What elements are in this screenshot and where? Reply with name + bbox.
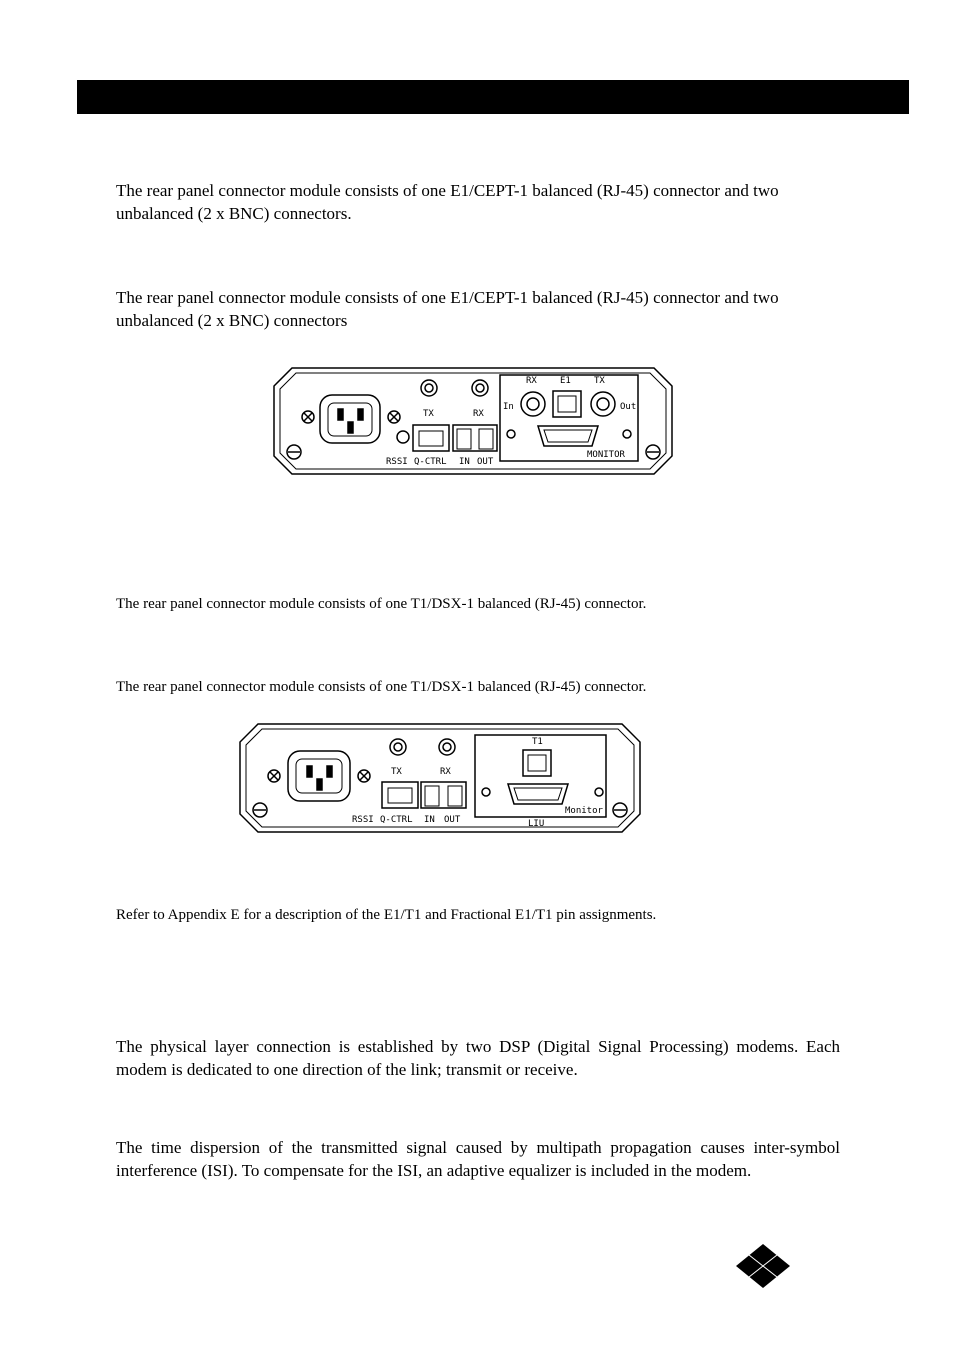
e1-module-tx-label: TX [594, 376, 605, 386]
e1-out-label: OUT [477, 457, 494, 467]
t1-qctrl-label: Q-CTRL [380, 815, 413, 825]
e1-module-rx-label: RX [526, 376, 537, 386]
e1-rear-panel-figure [272, 366, 674, 476]
e1-monitor-label: MONITOR [587, 450, 625, 460]
t1-rssi-label: RSSI [352, 815, 374, 825]
e1-qctrl-label: Q-CTRL [414, 457, 447, 467]
paragraph-e1-intro: The rear panel connector module consists of one E1/CEPT-1 balanced (RJ-45) connector and two unbalanced (2 x BNC) connectors. [116, 181, 779, 223]
e1-label: E1 [560, 376, 571, 386]
e1-out-side-label: Out [620, 402, 637, 412]
paragraph-t1-intro: The rear panel connector module consists of one T1/DSX-1 balanced (RJ-45) connector. [116, 596, 647, 612]
t1-liu-label: LIU [528, 819, 545, 829]
paragraph-appendix-reference: Refer to Appendix E for a description of the E1/T1 and Fractional E1/T1 pin assignments. [116, 907, 657, 923]
paragraph-equalizer: The time dispersion of the transmitted signal caused by multipath propagation causes inter-symbol interference (ISI). To compensate for the ISI, an adaptive equalizer is included in the modem. [116, 1138, 840, 1180]
t1-rx-label: RX [440, 767, 451, 777]
e1-tx-label: TX [423, 409, 434, 419]
e1-rx-label: RX [473, 409, 484, 419]
header-bar [77, 80, 909, 114]
company-logo-icon [734, 1242, 792, 1295]
t1-rear-panel-figure [238, 722, 642, 834]
paragraph-physical-layer: The physical layer connection is established by two DSP (Digital Signal Processing) modems. Each modem is dedicated to one direction of the link; transmit or receive. [116, 1037, 840, 1079]
t1-label: T1 [532, 737, 543, 747]
t1-monitor-label: Monitor [565, 806, 603, 816]
e1-in-side-label: In [503, 402, 514, 412]
t1-tx-label: TX [391, 767, 402, 777]
t1-out-label: OUT [444, 815, 461, 825]
paragraph-e1-description: The rear panel connector module consists of one E1/CEPT-1 balanced (RJ-45) connector and two unbalanced (2 x BNC) connectors [116, 288, 779, 330]
t1-in-label: IN [424, 815, 435, 825]
paragraph-t1-description: The rear panel connector module consists of one T1/DSX-1 balanced (RJ-45) connector. [116, 679, 647, 695]
e1-rssi-label: RSSI [386, 457, 408, 467]
e1-in-label: IN [459, 457, 470, 467]
